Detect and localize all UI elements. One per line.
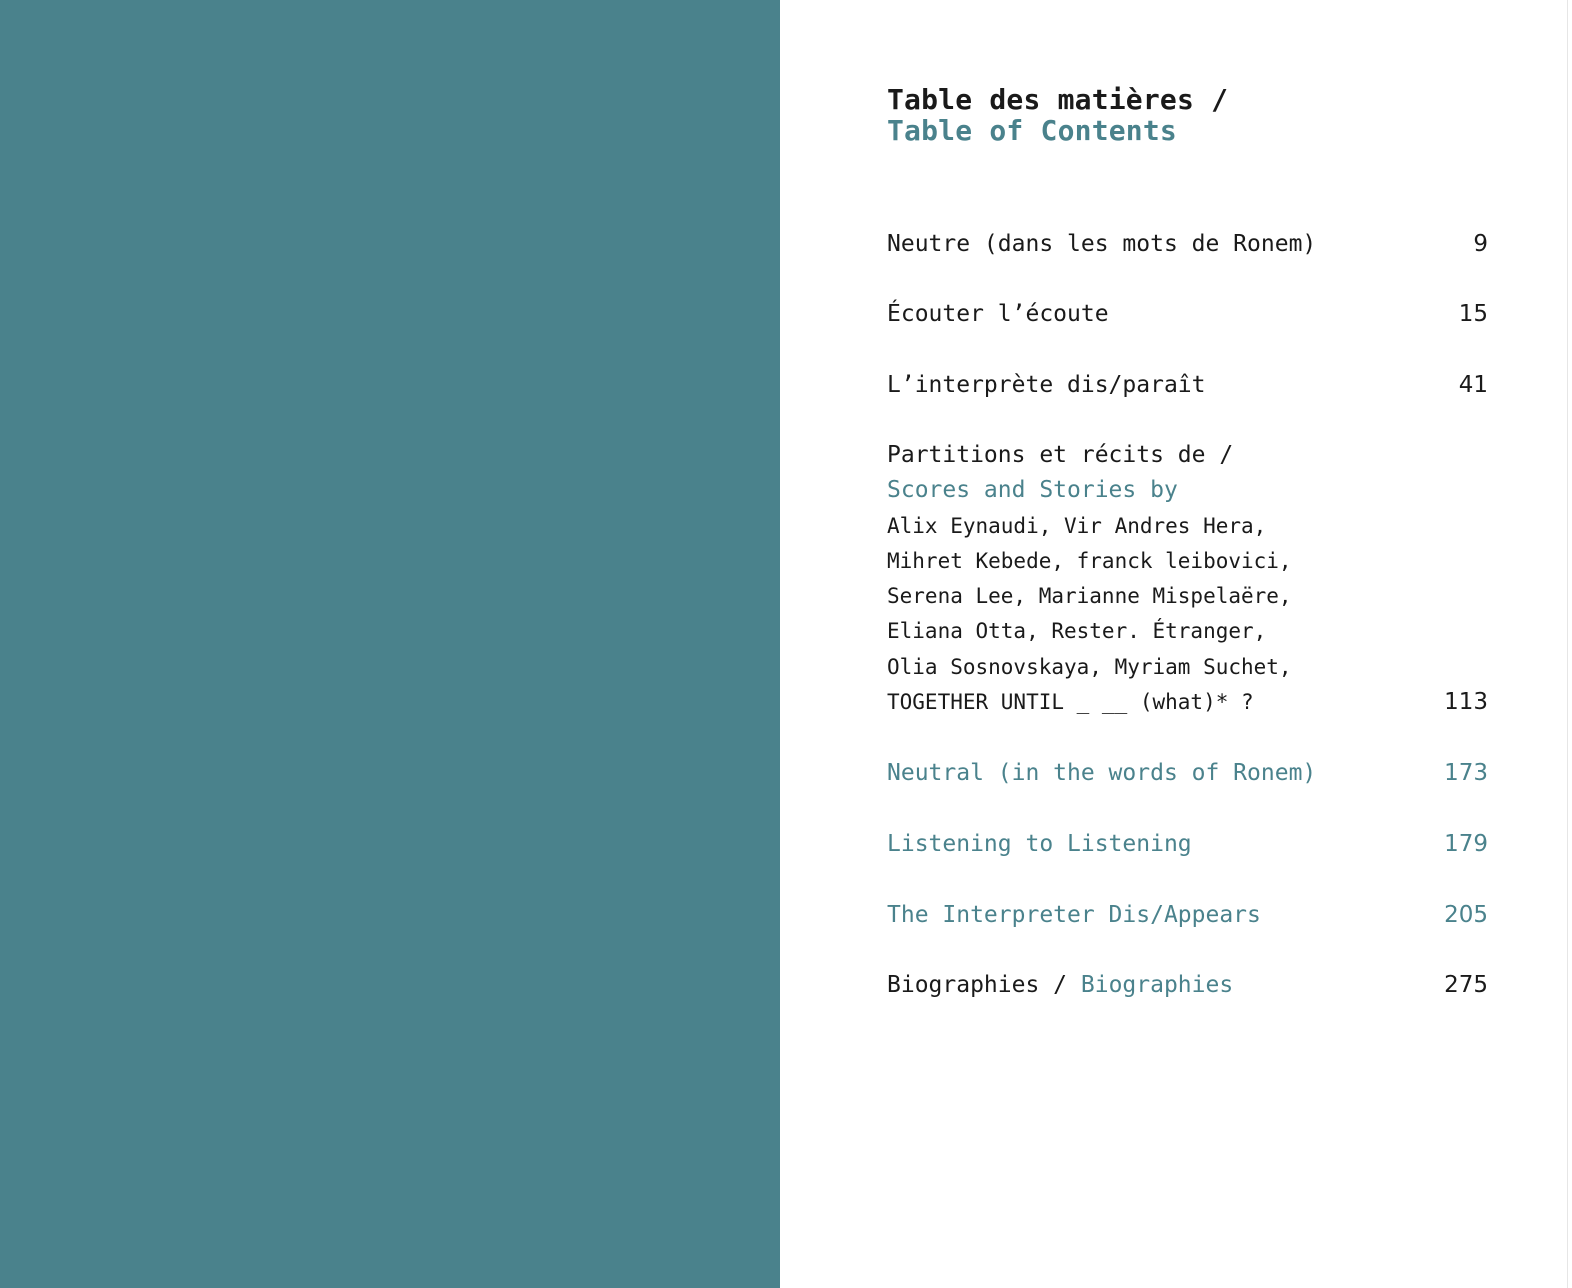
toc-entry-page: 275 bbox=[1444, 972, 1488, 998]
scores-author-line: Serena Lee, Marianne Mispelaëre, bbox=[887, 584, 1292, 609]
toc-entry-label: Listening to Listening bbox=[887, 831, 1192, 857]
toc-entry-page: 15 bbox=[1458, 301, 1488, 327]
left-page-color-block bbox=[0, 0, 780, 1288]
toc-scores-entry bbox=[887, 438, 1488, 720]
scores-author-line: Alix Eynaudi, Vir Andres Hera, bbox=[887, 513, 1267, 538]
toc-title-en: Table of Contents bbox=[887, 114, 1177, 147]
right-page bbox=[780, 0, 1572, 1288]
toc-entry-label: The Interpreter Dis/Appears bbox=[887, 902, 1261, 928]
toc-title-fr: Table des matières / bbox=[887, 83, 1229, 116]
toc-entry-label: L’interprète dis/paraît bbox=[887, 372, 1206, 398]
scores-author-line: Olia Sosnovskaya, Myriam Suchet, bbox=[887, 654, 1292, 679]
toc-entry-page: 113 bbox=[1444, 689, 1488, 716]
toc-entry-page: 205 bbox=[1444, 902, 1488, 928]
scores-author-line: TOGETHER UNTIL _ __ (what)* ? bbox=[887, 690, 1254, 715]
scores-heading-fr: Partitions et récits de / bbox=[887, 442, 1234, 468]
toc-entry-label: Neutre (dans les mots de Ronem) bbox=[887, 231, 1317, 257]
toc-title bbox=[887, 84, 1228, 146]
toc-entry-page: 9 bbox=[1473, 231, 1488, 257]
scores-author-line: Eliana Otta, Rester. Étranger, bbox=[887, 619, 1267, 644]
toc-entry-label: Neutral (in the words of Ronem) bbox=[887, 760, 1317, 786]
toc-entry-label: Écouter l’écoute bbox=[887, 301, 1109, 327]
toc-entry-label bbox=[887, 968, 1233, 1003]
biographies-label-en: Biographies bbox=[1080, 972, 1234, 998]
toc-entry-page: 41 bbox=[1458, 372, 1488, 398]
page-edge-line bbox=[1567, 0, 1568, 1288]
toc-entry-page: 173 bbox=[1444, 760, 1488, 786]
scores-author-line: Mihret Kebede, franck leibovici, bbox=[887, 548, 1292, 573]
biographies-label-fr: Biographies / bbox=[887, 972, 1068, 998]
toc-entry-page: 179 bbox=[1444, 831, 1488, 857]
scores-heading-en: Scores and Stories by bbox=[887, 477, 1178, 504]
